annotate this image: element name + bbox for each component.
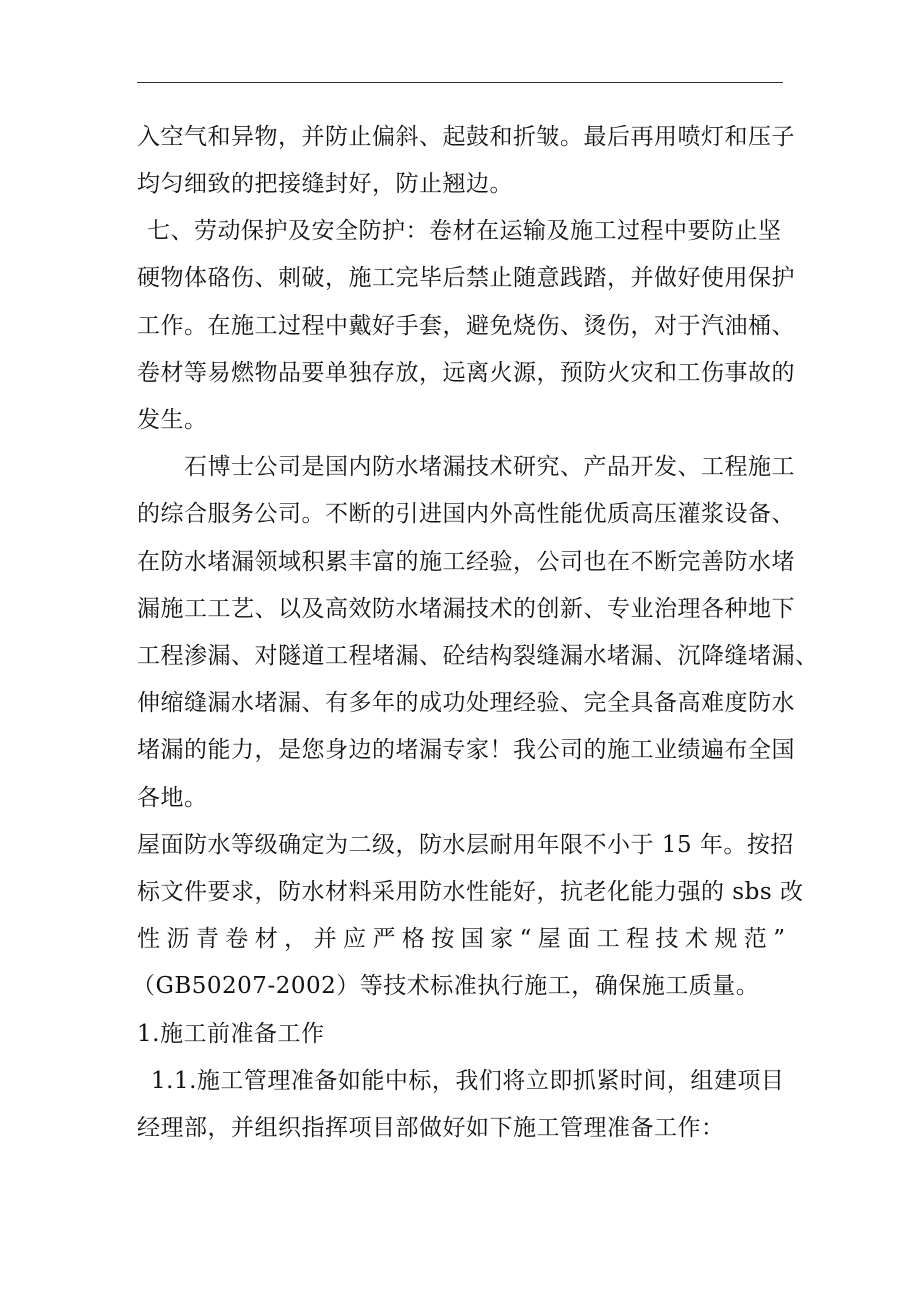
paragraph-line: 工程渗漏、对隧道工程堵漏、砼结构裂缝漏水堵漏、沉降缝堵漏、 [137,643,819,669]
subsection-line: 1.1.施工管理准备如能中标，我们将立即抓紧时间，组建项目 [151,1068,785,1094]
paragraph-line: 伸缩缝漏水堵漏、有多年的成功处理经验、完全具备高难度防水 [137,690,795,716]
paragraph-line: 漏施工工艺、以及高效防水堵漏技术的创新、专业治理各种地下 [137,596,795,622]
section-seven-line: 七、劳动保护及安全防护：卷材在运输及施工过程中要防止坚 [147,218,782,244]
paragraph-line: 在防水堵漏领域积累丰富的施工经验，公司也在不断完善防水堵 [137,549,795,575]
paragraph-line: 标文件要求，防水材料采用防水性能好，抗老化能力强的 sbs 改 [137,879,804,905]
paragraph-line: 各地。 [137,785,208,811]
paragraph-line: 硬物体硌伤、刺破，施工完毕后禁止随意践踏，并做好使用保护 [137,265,795,291]
paragraph-line: （GB50207-2002）等技术标准执行施工，确保施工质量。 [132,973,760,999]
paragraph-line: 性沥青卷材，并应严格按国家“屋面工程技术规范” [137,926,785,952]
paragraph-line: 发生。 [137,407,208,433]
company-intro-line: 石博士公司是国内防水堵漏技术研究、产品开发、工程施工 [184,454,795,480]
paragraph-line: 的综合服务公司。不断的引进国内外高性能优质高压灌浆设备、 [137,501,795,527]
paragraph-line: 均匀细致的把接缝封好，防止翘边。 [137,171,513,197]
paragraph-line: 工作。在施工过程中戴好手套，避免烧伤、烫伤，对于汽油桶、 [137,313,795,339]
section-heading: 1.施工前准备工作 [137,1021,325,1047]
paragraph-line: 堵漏的能力，是您身边的堵漏专家！我公司的施工业绩遍布全国 [137,737,795,763]
header-rule [137,82,783,83]
roof-grade-line: 屋面防水等级确定为二级，防水层耐用年限不小于 15 年。按招 [137,832,794,858]
paragraph-line: 卷材等易燃物品要单独存放，远离火源，预防火灾和工伤事故的 [137,360,795,386]
paragraph-line: 经理部，并组织指挥项目部做好如下施工管理准备工作： [137,1115,725,1141]
paragraph-line: 入空气和异物，并防止偏斜、起鼓和折皱。最后再用喷灯和压子 [137,124,795,150]
